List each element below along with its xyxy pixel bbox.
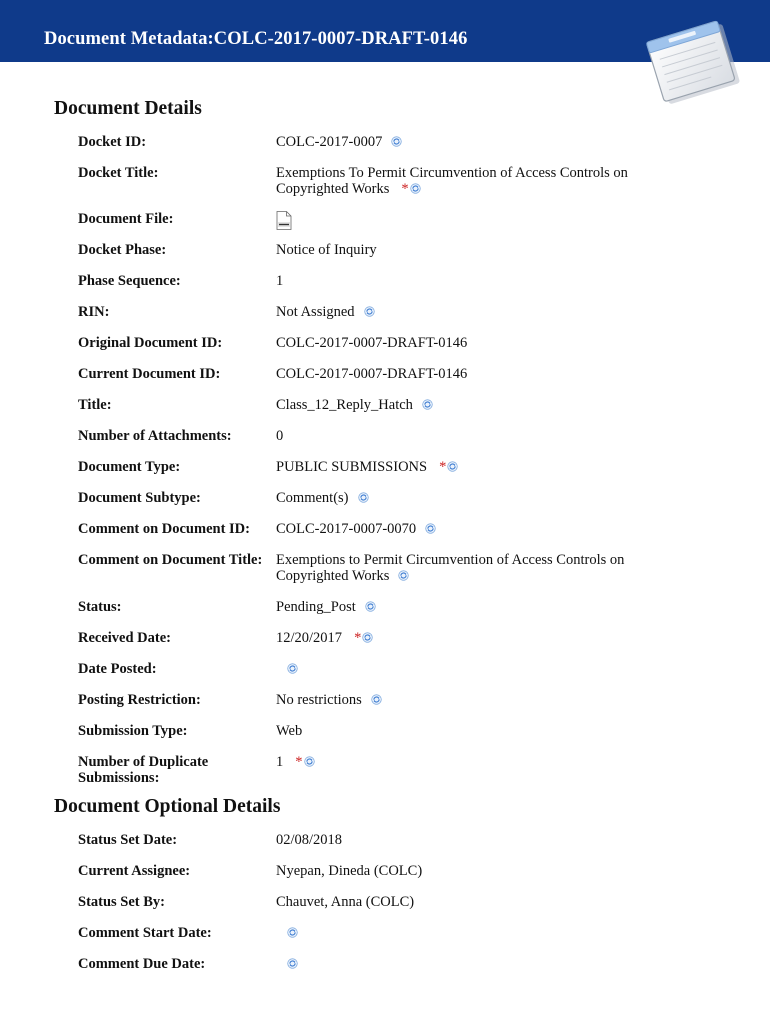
field-value-cell — [276, 925, 656, 941]
field-value: Web — [276, 723, 303, 739]
field-label: Comment Due Date: — [78, 956, 206, 972]
refresh-icon[interactable] — [422, 399, 433, 410]
field-value: 1 — [276, 754, 284, 770]
refresh-icon[interactable] — [391, 136, 402, 147]
field-value: Exemptions to Permit Circumvention of Access Controls on Copyrighted Works — [276, 552, 625, 584]
field-value-cell — [276, 459, 656, 475]
field-value: Chauvet, Anna (COLC) — [276, 894, 415, 910]
field-value-cell — [276, 335, 656, 351]
refresh-icon[interactable] — [358, 492, 369, 503]
field-value-cell — [276, 273, 656, 289]
field-label: Status Set By: — [78, 894, 166, 910]
field-value-cell — [276, 599, 656, 615]
field-value: Nyepan, Dineda (COLC) — [276, 863, 423, 879]
field-value-cell — [276, 428, 656, 444]
field-value-cell — [276, 521, 656, 537]
field-label: Title: — [78, 397, 112, 413]
field-label: Posting Restriction: — [78, 692, 201, 708]
field-value-cell — [276, 832, 656, 848]
field-value: Class_12_Reply_Hatch — [276, 397, 413, 413]
field-value-cell — [276, 692, 656, 708]
refresh-icon[interactable] — [365, 601, 376, 612]
field-value: 0 — [276, 428, 284, 444]
required-marker: * — [295, 754, 303, 770]
field-label: Comment on Document Title: — [78, 552, 263, 568]
field-label: Docket Title: — [78, 165, 159, 181]
field-value: COLC-2017-0007-DRAFT-0146 — [276, 366, 468, 382]
required-marker: * — [401, 181, 409, 197]
field-label: Number of Duplicate Submissions: — [78, 754, 209, 786]
field-label: Document Type: — [78, 459, 181, 475]
field-value-cell — [276, 754, 656, 770]
field-value: Comment(s) — [276, 490, 349, 506]
refresh-icon[interactable] — [362, 632, 373, 643]
field-label: Number of Attachments: — [78, 428, 232, 444]
refresh-icon[interactable] — [425, 523, 436, 534]
refresh-icon[interactable] — [287, 663, 298, 674]
notepad-icon — [636, 14, 748, 104]
field-value-cell — [276, 956, 656, 972]
field-label: RIN: — [78, 304, 110, 320]
field-value-cell — [276, 661, 656, 677]
field-value-cell — [276, 211, 656, 230]
required-marker: * — [354, 630, 362, 646]
field-value-cell — [276, 366, 656, 382]
field-value-cell — [276, 134, 656, 150]
field-label: Received Date: — [78, 630, 171, 646]
field-value: PUBLIC SUBMISSIONS — [276, 459, 428, 475]
field-value: Exemptions To Permit Circumvention of Access Controls on Copyrighted Works — [276, 165, 628, 197]
refresh-icon[interactable] — [304, 756, 315, 767]
field-label: Document File: — [78, 211, 174, 227]
field-label: Comment on Document ID: — [78, 521, 250, 537]
field-label: Original Document ID: — [78, 335, 223, 351]
required-marker: * — [439, 459, 447, 475]
section-heading-document-details: Document Details — [54, 98, 202, 119]
field-label: Submission Type: — [78, 723, 188, 739]
field-value-cell — [276, 863, 656, 879]
field-value: COLC-2017-0007-DRAFT-0146 — [276, 335, 468, 351]
field-value: 1 — [276, 273, 284, 289]
field-value-cell — [276, 304, 656, 320]
field-label: Status: — [78, 599, 122, 615]
field-value-cell — [276, 552, 656, 584]
refresh-icon[interactable] — [287, 958, 298, 969]
field-label: Status Set Date: — [78, 832, 178, 848]
field-value: 02/08/2018 — [276, 832, 343, 848]
field-value-cell — [276, 894, 656, 910]
field-value: Pending_Post — [276, 599, 356, 615]
field-value-cell — [276, 242, 656, 258]
field-label: Document Subtype: — [78, 490, 201, 506]
field-value-cell — [276, 165, 656, 197]
field-value: COLC-2017-0007-0070 — [276, 521, 417, 537]
field-label: Current Document ID: — [78, 366, 221, 382]
pdf-file-icon[interactable] — [276, 211, 292, 230]
field-value: Notice of Inquiry — [276, 242, 377, 258]
field-label: Docket ID: — [78, 134, 147, 150]
field-label: Comment Start Date: — [78, 925, 212, 941]
field-label: Current Assignee: — [78, 863, 191, 879]
field-value: No restrictions — [276, 692, 362, 708]
refresh-icon[interactable] — [447, 461, 458, 472]
field-value-cell — [276, 397, 656, 413]
refresh-icon[interactable] — [398, 570, 409, 581]
field-value: COLC-2017-0007 — [276, 134, 383, 150]
refresh-icon[interactable] — [364, 306, 375, 317]
refresh-icon[interactable] — [371, 694, 382, 705]
field-value: Not Assigned — [276, 304, 355, 320]
field-label: Docket Phase: — [78, 242, 167, 258]
field-value: 12/20/2017 — [276, 630, 343, 646]
page-title: Document Metadata:COLC-2017-0007-DRAFT-0146 — [44, 29, 468, 49]
field-value-cell — [276, 723, 656, 739]
refresh-icon[interactable] — [410, 183, 421, 194]
section-heading-optional-details: Document Optional Details — [54, 796, 281, 817]
field-value-cell — [276, 630, 656, 646]
field-value-cell — [276, 490, 656, 506]
field-label: Phase Sequence: — [78, 273, 181, 289]
refresh-icon[interactable] — [287, 927, 298, 938]
field-label: Date Posted: — [78, 661, 157, 677]
